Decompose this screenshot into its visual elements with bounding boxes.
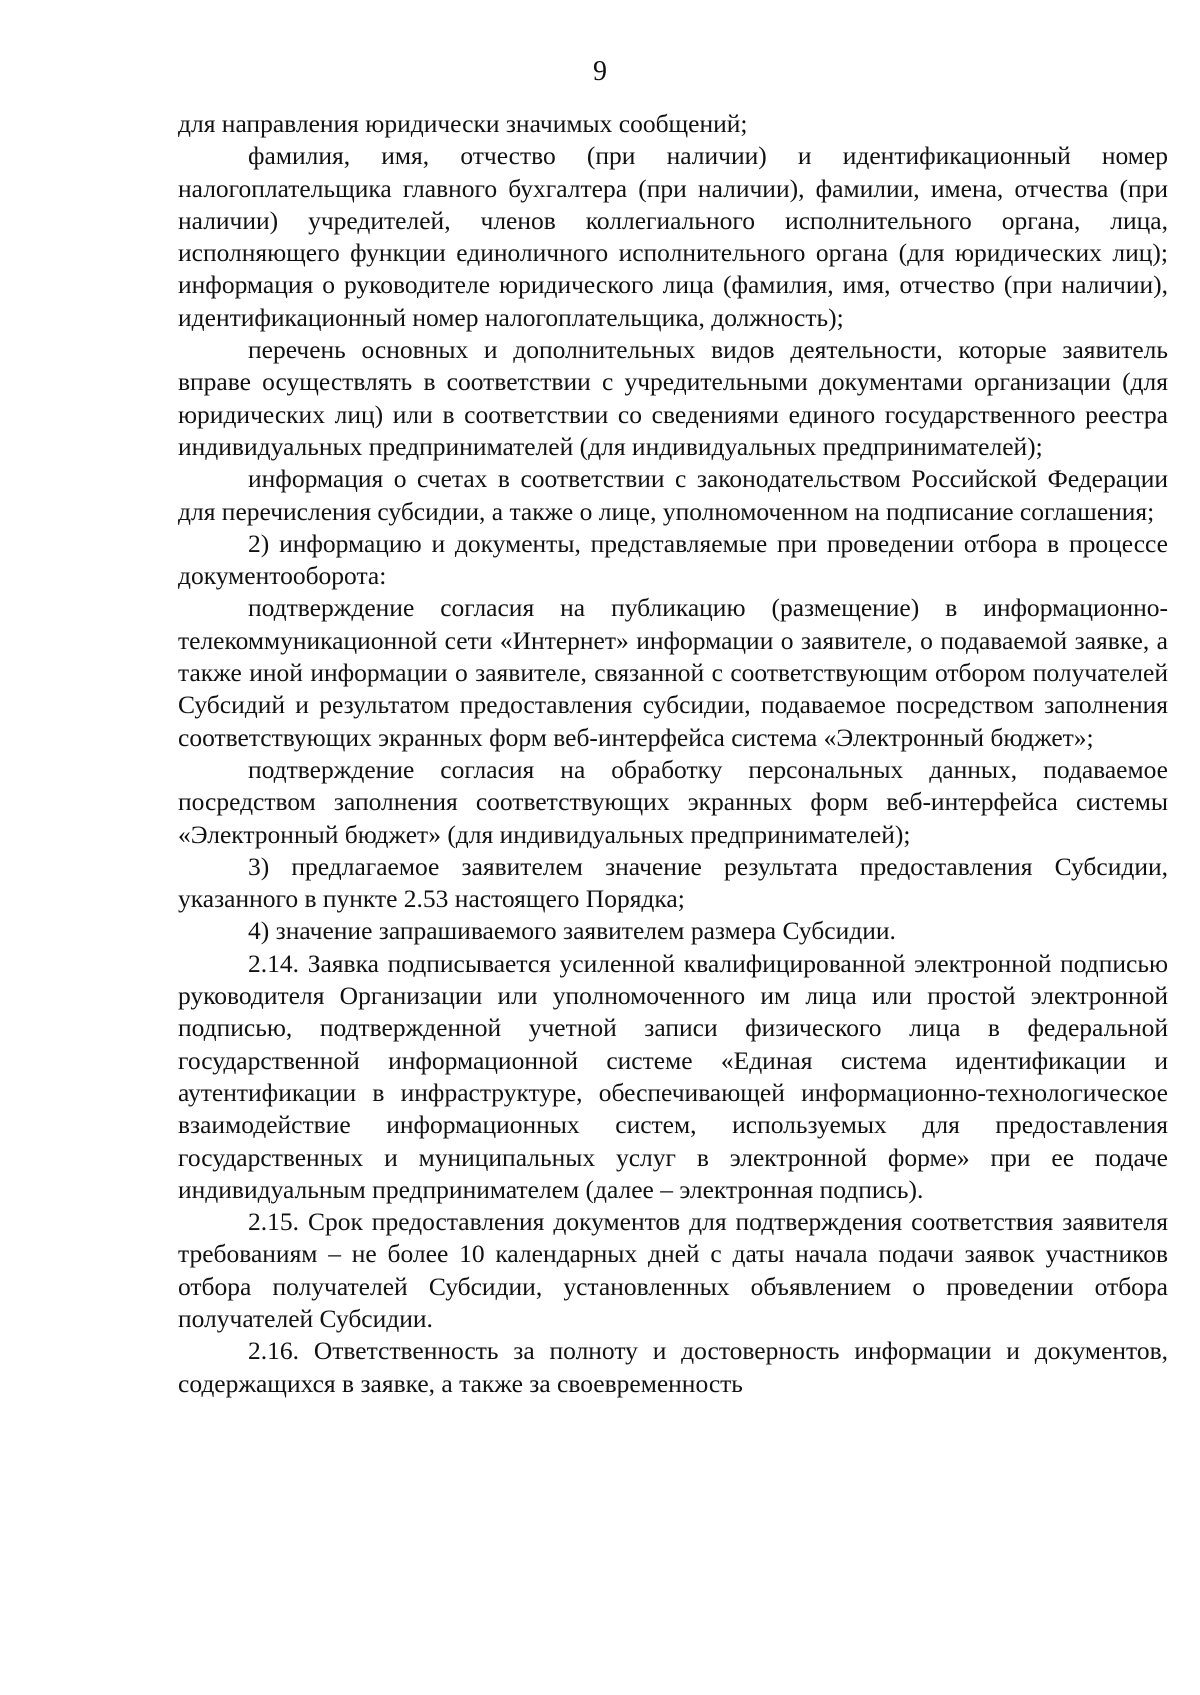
page-number: 9 — [593, 56, 607, 87]
paragraph-2-15: 2.15. Срок предоставления документов для подтверждения соответствия заявителя требованиям – не более 10 календарных дней с даты начала подачи заявок участников отбора получателей Субсидии, установленных объявлением о проведении отбора получателей Субсидии. — [178, 1207, 1168, 1333]
document-body — [178, 108, 1168, 1400]
paragraph-publication-consent: подтверждение согласия на публикацию (размещение) в информационно-телекоммуникационной сети «Интернет» информации о заявителе, о подаваемой заявке, а также иной информации о заявителе, связанной с соответствующим отбором получателей Субсидий и результатом предоставления субсидии, подаваемое посредством заполнения соответствующих экранных форм веб-интерфейса система «Электронный бюджет»; — [178, 593, 1168, 752]
paragraph-item-2: 2) информацию и документы, представляемые при проведении отбора в процессе документооборота: — [178, 528, 1168, 591]
paragraph-activity-types: перечень основных и дополнительных видов деятельности, которые заявитель вправе осуществлять в соответствии с учредительными документами организации (для юридических лиц) или в соответствии со сведениями единого государственного реестра индивидуальных предпринимателей (для индивидуальных предпринимателей); — [178, 335, 1168, 461]
paragraph-item-4: 4) значение запрашиваемого заявителем размера Субсидии. — [248, 916, 896, 946]
paragraph-2-16: 2.16. Ответственность за полноту и достоверность информации и документов, содержащихся в заявке, а также за своевременность — [178, 1336, 1168, 1398]
paragraph-legal-messages: для направления юридически значимых сообщений; — [178, 109, 748, 138]
paragraph-names-accountant-founders: фамилия, имя, отчество (при наличии) и идентификационный номер налогоплательщика главного бухгалтера (при наличии), фамилии, имена, отчества (при наличии) учредителей, членов коллегиального исполнительного органа, лица, исполняющего функции единоличного исполнительного органа (для юридических лиц); информация о руководителе юридического лица (фамилия, имя, отчество (при наличии), идентификационный номер налогоплательщика, должность); — [178, 141, 1168, 332]
paragraph-2-14: 2.14. Заявка подписывается усиленной квалифицированной электронной подписью руководителя Организации или уполномоченного им лица или простой электронной подписью, подтвержденной учетной записи физического лица в федеральной государственной информационной системе «Единая система идентификации и аутентификации в инфраструктуре, обеспечивающей информационно-технологическое взаимодействие информационных систем, используемых для предоставления государственных и муниципальных услуг в электронной форме» при ее подаче индивидуальным предпринимателем (далее – электронная подпись). — [178, 948, 1168, 1204]
paragraph-item-3: 3) предлагаемое заявителем значение результата предоставления Субсидии, указанного в пункте 2.53 настоящего Порядка; — [178, 851, 1168, 914]
paragraph-bank-accounts: информация о счетах в соответствии с законодательством Российской Федерации для перечисления субсидии, а также о лице, уполномоченном на подписание соглашения; — [178, 464, 1168, 526]
paragraph-personal-data-consent: подтверждение согласия на обработку персональных данных, подаваемое посредством заполнения соответствующих экранных форм веб-интерфейса системы «Электронный бюджет» (для индивидуальных предпринимателей); — [178, 754, 1168, 849]
